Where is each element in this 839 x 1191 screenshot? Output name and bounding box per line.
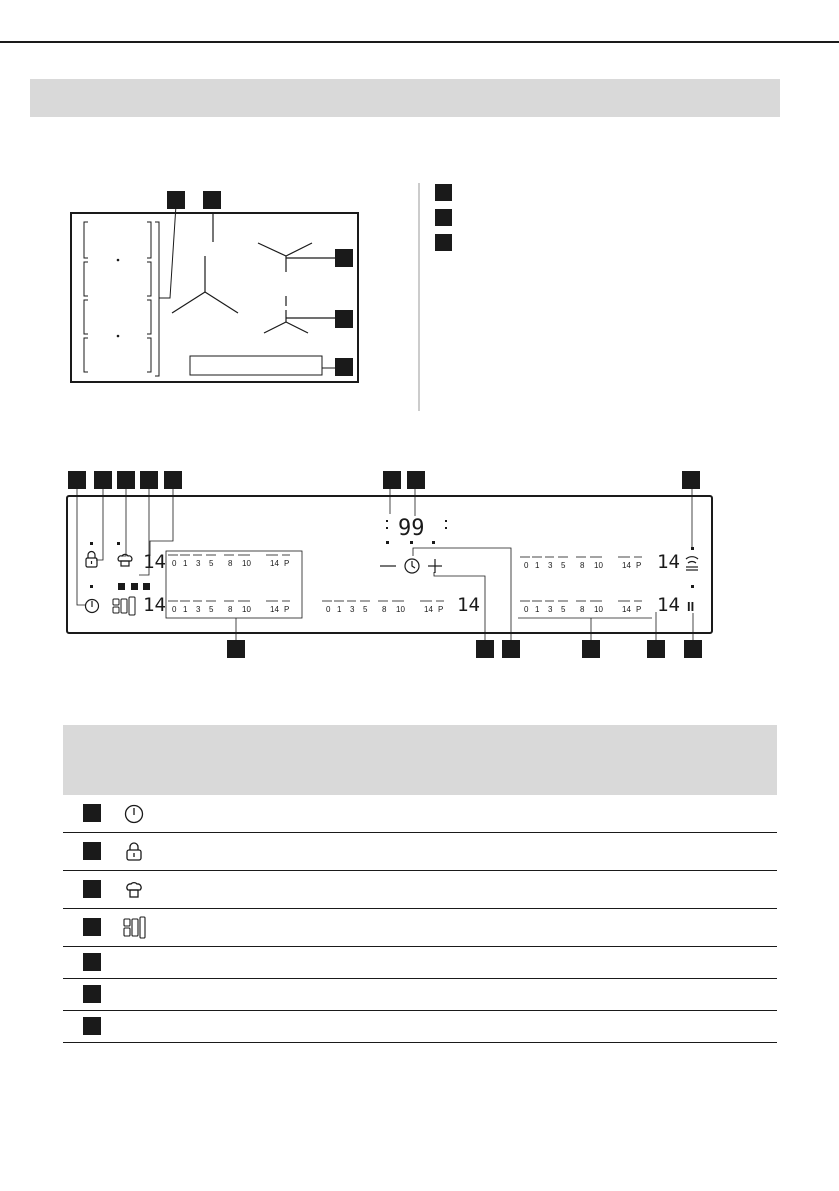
- zone-display-2: 14: [143, 594, 166, 616]
- table-header-band: [63, 725, 777, 795]
- bridge-mode-icons: [118, 583, 150, 590]
- hob-top-view: [71, 205, 358, 382]
- legend-callouts: [435, 184, 452, 251]
- control-panel-view: [67, 471, 712, 658]
- table-row: [63, 1011, 777, 1043]
- slider-tick-label: 8: [580, 561, 585, 570]
- slider-tick-label: 14: [622, 605, 631, 614]
- table-row: [63, 979, 777, 1011]
- slider-tick-label: 3: [196, 559, 201, 568]
- zone-layout-icon: [113, 597, 135, 615]
- row-number-marker: [83, 985, 101, 1003]
- slider-tick-label: 0: [172, 559, 177, 568]
- row-number-marker: [83, 842, 101, 860]
- slider-zone-4[interactable]: [520, 557, 642, 570]
- power-icon: [121, 801, 147, 827]
- slider-tick-label: P: [636, 605, 642, 614]
- row-number-marker: [83, 804, 101, 822]
- slider-tick-label: 0: [524, 561, 529, 570]
- zone-display-4: 14: [657, 551, 680, 573]
- connectivity-icon: [686, 557, 698, 570]
- slider-tick-label: 3: [350, 605, 355, 614]
- slider-tick-label: 8: [382, 605, 387, 614]
- slider-tick-label: 10: [242, 559, 251, 568]
- lock-icon: [86, 552, 97, 567]
- timer-display: 99: [398, 516, 425, 541]
- slider-tick-label: 1: [535, 605, 540, 614]
- slider-tick-label: 1: [535, 561, 540, 570]
- slider-tick-label: 5: [209, 559, 214, 568]
- slider-tick-label: 10: [594, 605, 603, 614]
- slider-tick-label: 10: [396, 605, 405, 614]
- pause-icon: II: [687, 599, 695, 614]
- slider-tick-label: 3: [196, 605, 201, 614]
- slider-tick-label: 1: [183, 605, 188, 614]
- slider-tick-label: 8: [228, 559, 233, 568]
- zone-display-1: 14: [143, 551, 166, 573]
- slider-tick-label: P: [438, 605, 444, 614]
- zone-display-3: 14: [457, 594, 480, 616]
- slider-tick-label: 10: [242, 605, 251, 614]
- slider-tick-label: P: [284, 605, 290, 614]
- slider-tick-label: 3: [548, 561, 553, 570]
- slider-tick-label: 3: [548, 605, 553, 614]
- slider-zone-5[interactable]: [520, 601, 642, 614]
- slider-tick-label: 5: [561, 561, 566, 570]
- slider-tick-label: 8: [228, 605, 233, 614]
- slider-tick-label: 5: [363, 605, 368, 614]
- slider-tick-label: 1: [183, 559, 188, 568]
- row-number-marker: [83, 1017, 101, 1035]
- slider-zone-1[interactable]: [168, 555, 290, 568]
- slider-tick-label: 14: [270, 605, 279, 614]
- slider-tick-label: P: [636, 561, 642, 570]
- slider-tick-label: 14: [270, 559, 279, 568]
- slider-tick-label: 14: [622, 561, 631, 570]
- table-row: [63, 795, 777, 833]
- slider-tick-label: 10: [594, 561, 603, 570]
- slider-zone-2[interactable]: [168, 601, 290, 614]
- lock-icon: [121, 839, 147, 865]
- table-row: [63, 909, 777, 947]
- row-number-marker: [83, 953, 101, 971]
- slider-tick-label: 14: [424, 605, 433, 614]
- slider-tick-label: 8: [580, 605, 585, 614]
- table-row: [63, 947, 777, 979]
- slider-tick-label: 0: [326, 605, 331, 614]
- slider-tick-label: P: [284, 559, 290, 568]
- slider-tick-label: 0: [524, 605, 529, 614]
- slider-tick-label: 1: [337, 605, 342, 614]
- slider-tick-label: 5: [209, 605, 214, 614]
- description-table: [63, 725, 777, 1043]
- row-number-marker: [83, 880, 101, 898]
- panel-top-callouts: [68, 471, 700, 489]
- slider-tick-label: 5: [561, 605, 566, 614]
- panel-bottom-callouts: [227, 640, 702, 658]
- slider-zone-3[interactable]: [322, 601, 444, 614]
- zone-layout-icon: [121, 915, 147, 941]
- table-row: [63, 871, 777, 909]
- chef-hat-icon: [121, 877, 147, 903]
- row-number-marker: [83, 918, 101, 936]
- slider-tick-label: 0: [172, 605, 177, 614]
- timer-icon: [405, 559, 419, 573]
- power-icon: [86, 600, 99, 613]
- zone-display-5: 14: [657, 594, 680, 616]
- table-row: [63, 833, 777, 871]
- hob-callouts: [167, 191, 353, 376]
